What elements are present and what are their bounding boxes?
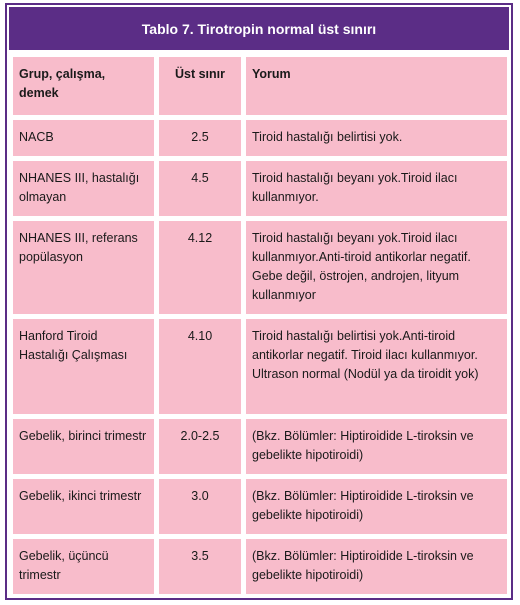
row-comment: Tiroid hastalığı belirtisi yok.Anti-tiroid antikorlar negatif. Tiroid ilacı kullanmıyor. Ultrason normal (Nodül ya da tiroidit yok) bbox=[246, 319, 507, 414]
row-limit: 4.5 bbox=[159, 161, 241, 216]
row-group: Gebelik, üçüncü trimestr bbox=[13, 539, 154, 594]
row-group: NHANES III, referans popülasyon bbox=[13, 221, 154, 314]
row-comment: (Bkz. Bölümler: Hiptiroidide L-tiroksin ve gebelikte hipotiroidi) bbox=[246, 539, 507, 594]
row-group: Gebelik, ikinci trimestr bbox=[13, 479, 154, 534]
row-limit: 3.5 bbox=[159, 539, 241, 594]
row-comment: (Bkz. Bölümler: Hiptiroidide L-tiroksin ve gebelikte hipotiroidi) bbox=[246, 419, 507, 474]
row-limit: 2.0-2.5 bbox=[159, 419, 241, 474]
row-group: NHANES III, hastalığı olmayan bbox=[13, 161, 154, 216]
row-comment: Tiroid hastalığı belirtisi yok. bbox=[246, 120, 507, 156]
row-comment: Tiroid hastalığı beyanı yok.Tiroid ilacı kullanmıyor. bbox=[246, 161, 507, 216]
row-comment: (Bkz. Bölümler: Hiptiroidide L-tiroksin ve gebelikte hipotiroidi) bbox=[246, 479, 507, 534]
row-limit: 4.10 bbox=[159, 319, 241, 414]
header-group: Grup, çalışma, demek bbox=[13, 57, 154, 115]
header-comment: Yorum bbox=[246, 57, 507, 115]
table-title: Tablo 7. Tirotropin normal üst sınırı bbox=[9, 7, 509, 50]
table-frame bbox=[5, 3, 513, 600]
row-comment: Tiroid hastalığı beyanı yok.Tiroid ilacı kullanmıyor.Anti-tiroid antikorlar negatif. Gebe değil, östrojen, androjen, lityum kullanmıyor bbox=[246, 221, 507, 314]
row-group: Hanford Tiroid Hastalığı Çalışması bbox=[13, 319, 154, 414]
row-group: Gebelik, birinci trimestr bbox=[13, 419, 154, 474]
row-limit: 2.5 bbox=[159, 120, 241, 156]
row-group: NACB bbox=[13, 120, 154, 156]
header-limit: Üst sınır bbox=[159, 57, 241, 115]
row-limit: 4.12 bbox=[159, 221, 241, 314]
row-limit: 3.0 bbox=[159, 479, 241, 534]
